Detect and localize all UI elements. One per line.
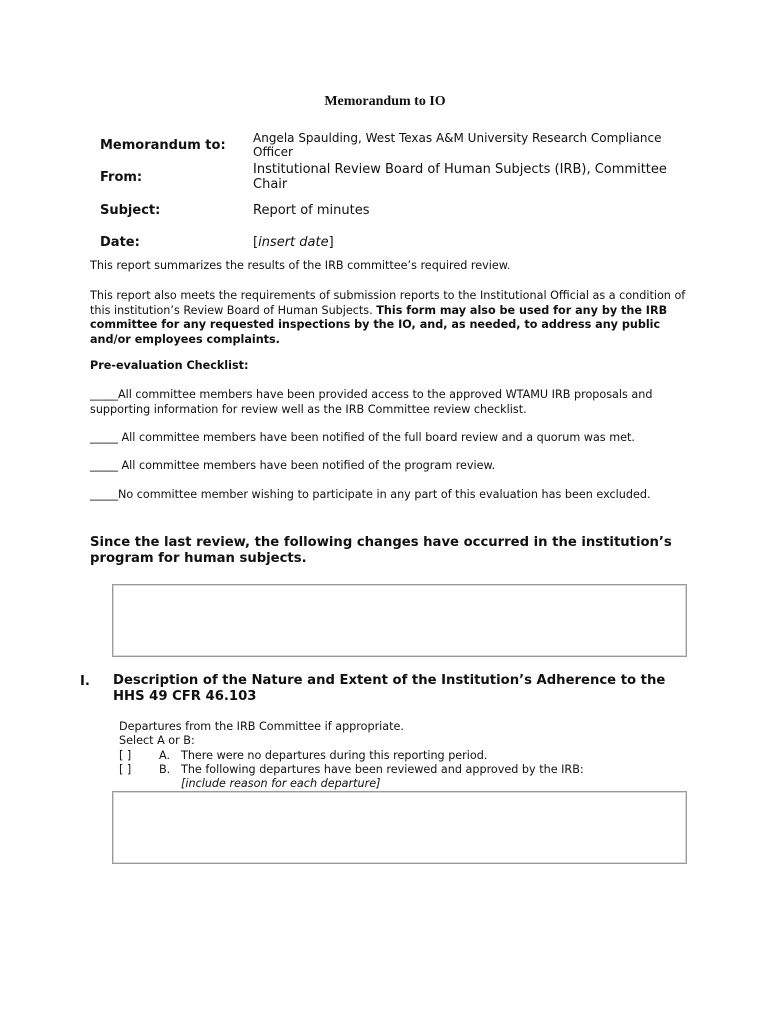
memo-to-value: Angela Spaulding, West Texas A&M University Research Compliance Officer [253,131,662,159]
option-b-letter: B. [159,763,171,776]
date-bracket-open: [ [253,235,259,250]
section-numeral: I. [80,674,90,689]
option-b-text: The following departures have been reviewed and approved by the IRB: [181,763,584,776]
checklist-title: Pre-evaluation Checklist: [90,359,249,372]
checklist-item: _____All committee members have been provided access to the approved WTAMU IRB proposals and supporting information for review well as the IRB Committee review checklist. [90,388,653,416]
departures-text-box[interactable] [112,791,687,864]
checklist-item: _____No committee member wishing to participate in any part of this evaluation has been excluded. [90,488,651,501]
option-b-note: [include reason for each departure] [181,777,381,790]
option-a-letter: A. [159,749,171,762]
memo-subject-value: Report of minutes [253,203,370,218]
changes-text-box[interactable] [112,584,687,657]
requirements-bold-text: This form may also be used for any by the IRB committee for any requested inspections by the IO, and, as needed, to address any public and/or employees complaints. [90,303,668,346]
summary-paragraph: This report summarizes the results of the IRB committee’s required review. [90,259,511,272]
memo-date-value [253,235,683,250]
memo-title: Memorandum to IO [324,94,446,109]
requirements-text: This report also meets the requirements of submission reports to the Institutional Official as a condition of this institution’s Review Board of Human Subjects. [90,289,686,317]
departures-line: Departures from the IRB Committee if appropriate. [119,720,404,733]
memo-date-label: Date: [100,235,140,250]
option-a-text: There were no departures during this reporting period. [181,749,488,762]
select-line: Select A or B: [119,734,195,747]
option-a-checkbox[interactable]: [ ] [119,749,132,762]
memo-from-value: Institutional Review Board of Human Subjects (IRB), Committee Chair [253,162,667,192]
memo-from-label: From: [100,170,143,185]
changes-heading: Since the last review, the following changes have occurred in the institution’s program for human subjects. [90,535,672,566]
date-bracket-close: ] [328,235,334,250]
checklist-item: _____ All committee members have been notified of the full board review and a quorum was met. [90,431,635,444]
checklist-item: _____ All committee members have been notified of the program review. [90,459,496,472]
section-title: Description of the Nature and Extent of the Institution’s Adherence to the HHS 49 CFR 46.103 [113,673,666,704]
requirements-paragraph [90,289,690,347]
memo-subject-label: Subject: [100,203,161,218]
memo-to-label: Memorandum to: [100,138,226,153]
date-placeholder: insert date [258,235,329,250]
option-b-checkbox[interactable]: [ ] [119,763,132,776]
